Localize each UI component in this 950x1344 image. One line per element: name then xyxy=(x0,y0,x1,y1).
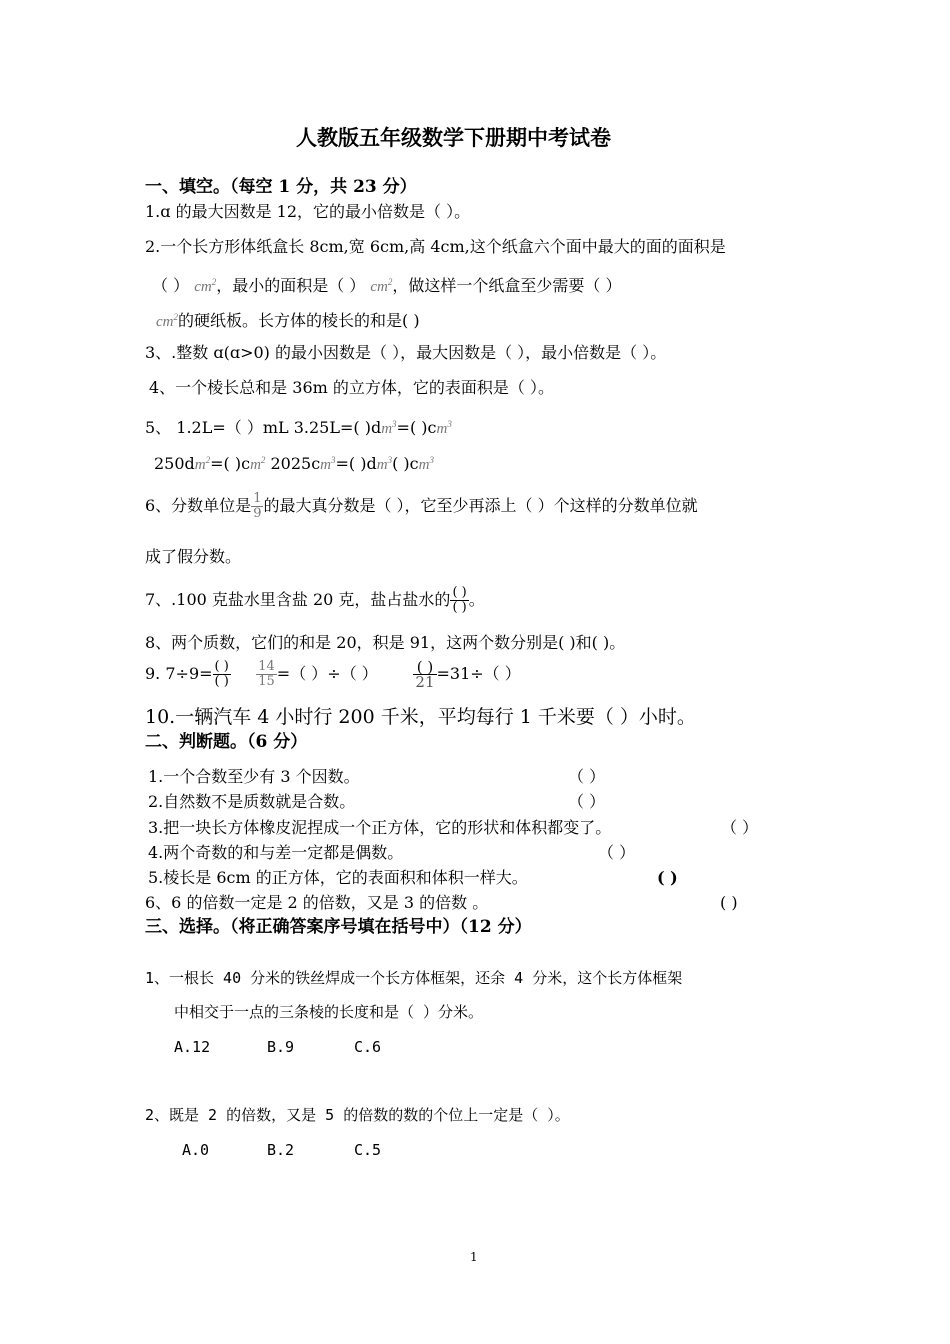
fraction-one-ninth: $\frac{1}{9}$ xyxy=(253,491,262,521)
judge-item-2: 2.自然数不是质数就是合数。 xyxy=(148,792,356,811)
unit-cm2: $cm^2$ xyxy=(194,277,217,295)
judge-mark-4: （ ） xyxy=(598,843,636,862)
question-1-4: 4、一个棱长总和是 36m 的立方体，它的表面积是（ ）。 xyxy=(149,378,554,397)
section-3-heading: 三、选择。（将正确答案序号填在括号中）（12 分） xyxy=(145,917,532,937)
judge-mark-1: （ ） xyxy=(568,767,606,786)
unit-m3: $m^3$ xyxy=(418,455,434,473)
fraction-blank-21: $\frac{( )}{21}$ xyxy=(415,658,435,691)
question-1-8: 8、两个质数，它们的和是 20，积是 91，这两个数分别是( )和( )。 xyxy=(145,633,626,652)
choice-1-line2: 中相交于一点的三条棱的长度和是（ ）分米。 xyxy=(174,1003,484,1021)
judge-mark-5: ( ) xyxy=(657,868,678,887)
choice-2-option-a: A.0 xyxy=(182,1141,210,1159)
unit-m3: $m^3$ xyxy=(381,419,397,437)
choice-1-line1: 1、一根长 40 分米的铁丝焊成一个长方体框架，还余 4 分米，这个长方体框架 xyxy=(145,969,683,987)
section-1-heading: 一、填空。（每空 1 分，共 23 分） xyxy=(145,177,417,197)
judge-item-4: 4.两个奇数的和与差一定都是偶数。 xyxy=(148,843,404,862)
judge-mark-3: （ ） xyxy=(721,818,759,837)
question-1-2-line1: 2.一个长方形体纸盒长 8cm,宽 6cm,高 4cm,这个纸盒六个面中最大的面的面积是 xyxy=(145,237,726,256)
unit-m2: $m^2$ xyxy=(194,455,211,473)
unit-m3: $m^3$ xyxy=(436,419,452,437)
judge-mark-6: ( ) xyxy=(720,893,738,912)
judge-item-3: 3.把一块长方体橡皮泥捏成一个正方体，它的形状和体积都变了。 xyxy=(148,818,612,837)
judge-item-1: 1.一个合数至少有 3 个因数。 xyxy=(148,767,360,786)
page-title: 人教版五年级数学下册期中考试卷 xyxy=(296,125,611,150)
question-1-10: 10.一辆汽车 4 小时行 200 千米，平均每行 1 千米要（ ）小时。 xyxy=(145,706,696,728)
question-1-5-line2: $250dm^2=$( )$cm^2$ $2025cm^3=$( )$dm^3$( )$cm^3$ xyxy=(154,454,434,473)
question-1-6-line1: 6、分数单位是 $\frac{1}{9}$ 的最大真分数是（ ），它至少再添上（ ）个这样的分数单位就 xyxy=(145,491,698,521)
page-number: 1 xyxy=(470,1250,478,1264)
fraction-blank: $\frac{( )}{( )}$ xyxy=(452,585,467,615)
unit-m3: $m^3$ xyxy=(376,455,393,473)
question-1-3: 3、.整数 ɑ(ɑ>0) 的最小因数是（ ），最大因数是（ ），最小倍数是（ ）。 xyxy=(145,343,667,362)
choice-2-option-b: B.2 xyxy=(267,1141,295,1159)
fraction-14-15: $\frac{14}{15}$ xyxy=(258,659,275,689)
choice-1-option-a: A.12 xyxy=(174,1038,211,1056)
question-1-1: 1.ɑ 的最大因数是 12，它的最小倍数是（ ）。 xyxy=(145,202,471,221)
question-1-2-line2: （ ） $cm^2$，最小的面积是（ ） $cm^2$，做这样一个纸盒至少需要（ ） xyxy=(152,276,622,295)
choice-1-option-c: C.6 xyxy=(354,1038,382,1056)
unit-cm2: $cm^2$ xyxy=(156,312,178,330)
question-1-7: 7、.100 克盐水里含盐 20 克，盐占盐水的 $\frac{( )}{( )}$ 。 xyxy=(145,585,485,615)
unit-m2: $m^2$ xyxy=(250,455,266,473)
fraction-blank: $\frac{( )}{( )}$ xyxy=(214,659,229,689)
judge-mark-2: （ ） xyxy=(568,792,606,811)
judge-item-5: 5.棱长是 6cm 的正方体，它的表面积和体积一样大。 xyxy=(148,868,528,887)
unit-m3: $m^3$ xyxy=(320,455,336,473)
choice-2-option-c: C.5 xyxy=(354,1141,382,1159)
question-1-2-line3: $cm^2$的硬纸板。长方体的棱长的和是( ) xyxy=(156,311,420,330)
question-1-5-line1: 5、 1.2L=（ ）mL 3.25L=( )$dm^3=$( )$cm^3$ xyxy=(145,418,452,437)
judge-item-6: 6、6 的倍数一定是 2 的倍数，又是 3 的倍数 。 xyxy=(145,893,489,912)
question-1-9: 9. 7÷9= $\frac{( )}{( )}$ $\frac{14}{15}$ =（ ）÷（ ） $\frac{( )}{21}$ =31÷（ ） xyxy=(145,658,521,691)
section-2-heading: 二、判断题。（6 分） xyxy=(145,732,308,752)
blank-paren: （ ） xyxy=(152,276,190,295)
unit-cm2: $cm^2$ xyxy=(370,277,393,295)
question-1-6-line2: 成了假分数。 xyxy=(145,547,242,566)
choice-1-option-b: B.9 xyxy=(267,1038,295,1056)
choice-2: 2、既是 2 的倍数，又是 5 的倍数的数的个位上一定是（ ）。 xyxy=(145,1106,570,1124)
